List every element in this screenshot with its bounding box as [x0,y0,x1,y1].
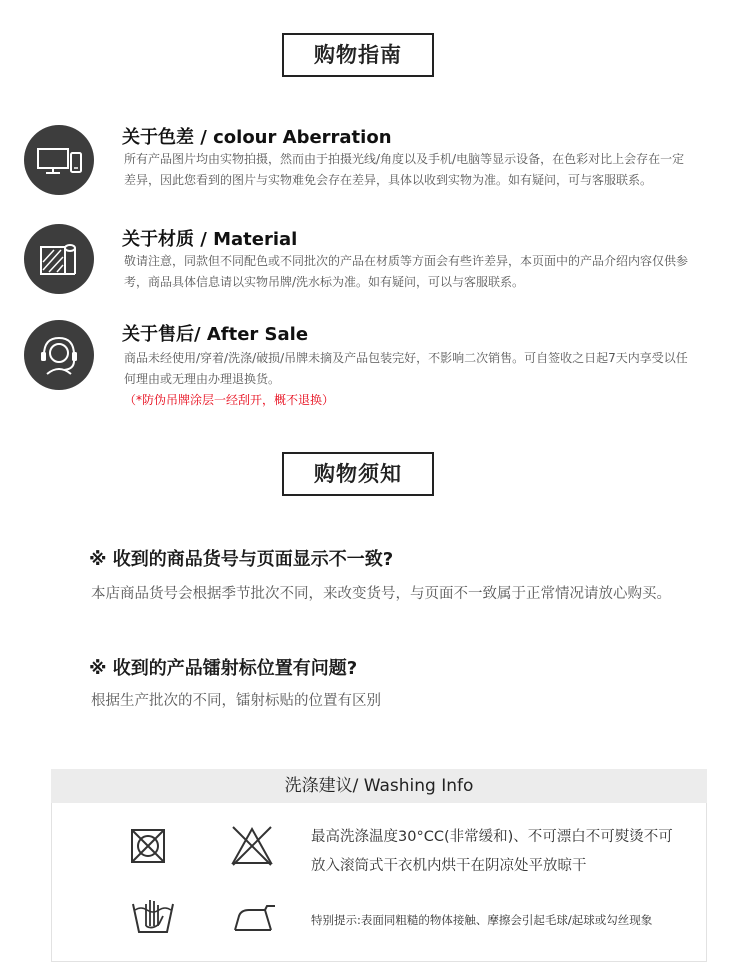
iron-low-heat-icon [231,900,277,940]
headset-icon [24,320,94,390]
notice-question-2: ※ 收到的产品镭射标位置有问题? [89,658,358,679]
notice-answer-1: 本店商品货号会根据季节批次不同，来改变货号，与页面不一致属于正常情况请放心购买。 [91,586,671,602]
after-sale-text: 商品未经使用/穿着/洗涤/破损/吊牌未摘及产品包装完好，不影响二次销售。可自签收之日起7天内享受以任何理由或无理由办理退换货。 [124,351,688,386]
washing-info-title: 洗涤建议/ Washing Info [51,769,707,803]
fabric-roll-icon [24,224,94,294]
washing-instructions: 最高洗涤温度30°CC(非常缓和)、不可漂白不可熨烫不可放入滚筒式干衣机内烘干在阴凉处平放晾干 [311,829,673,874]
section-text-material: 敬请注意，同款但不同配色或不同批次的产品在材质等方面会有些许差异，本页面中的产品介绍内容仅供参考，商品具体信息请以实物吊牌/洗水标为准。如有疑问，可以与客服联系。 [124,254,689,289]
notice-question-1: ※ 收到的商品货号与页面显示不一致? [89,549,394,570]
section-title-colour: 关于色差 / colour Aberration [122,127,392,148]
shopping-notice-title: 购物须知 [282,452,434,496]
washing-special-note: 特别提示:表面同粗糙的物体接触、摩擦会引起毛球/起球或勾丝现象 [311,913,653,927]
shopping-guide-title: 购物指南 [282,33,434,77]
section-title-material: 关于材质 / Material [122,229,298,250]
hand-wash-icon [130,896,176,940]
section-title-after-sale: 关于售后/ After Sale [122,324,309,345]
monitor-phone-icon [24,125,94,195]
after-sale-warning: （*防伪吊牌涂层一经刮开，概不退换） [124,393,335,407]
section-text-colour: 所有产品图片均由实物拍摄，然而由于拍摄光线/角度以及手机/电脑等显示设备，在色彩对比上会存在一定差异，因此您看到的图片与实物难免会存在差异，具体以收到实物为准。如有疑问，可与客服联系。 [124,152,685,187]
do-not-bleach-icon [229,823,275,871]
notice-answer-2: 根据生产批次的不同，镭射标贴的位置有区别 [91,693,381,709]
section-text-after-sale [124,348,694,411]
do-not-tumble-dry-icon [128,826,168,870]
